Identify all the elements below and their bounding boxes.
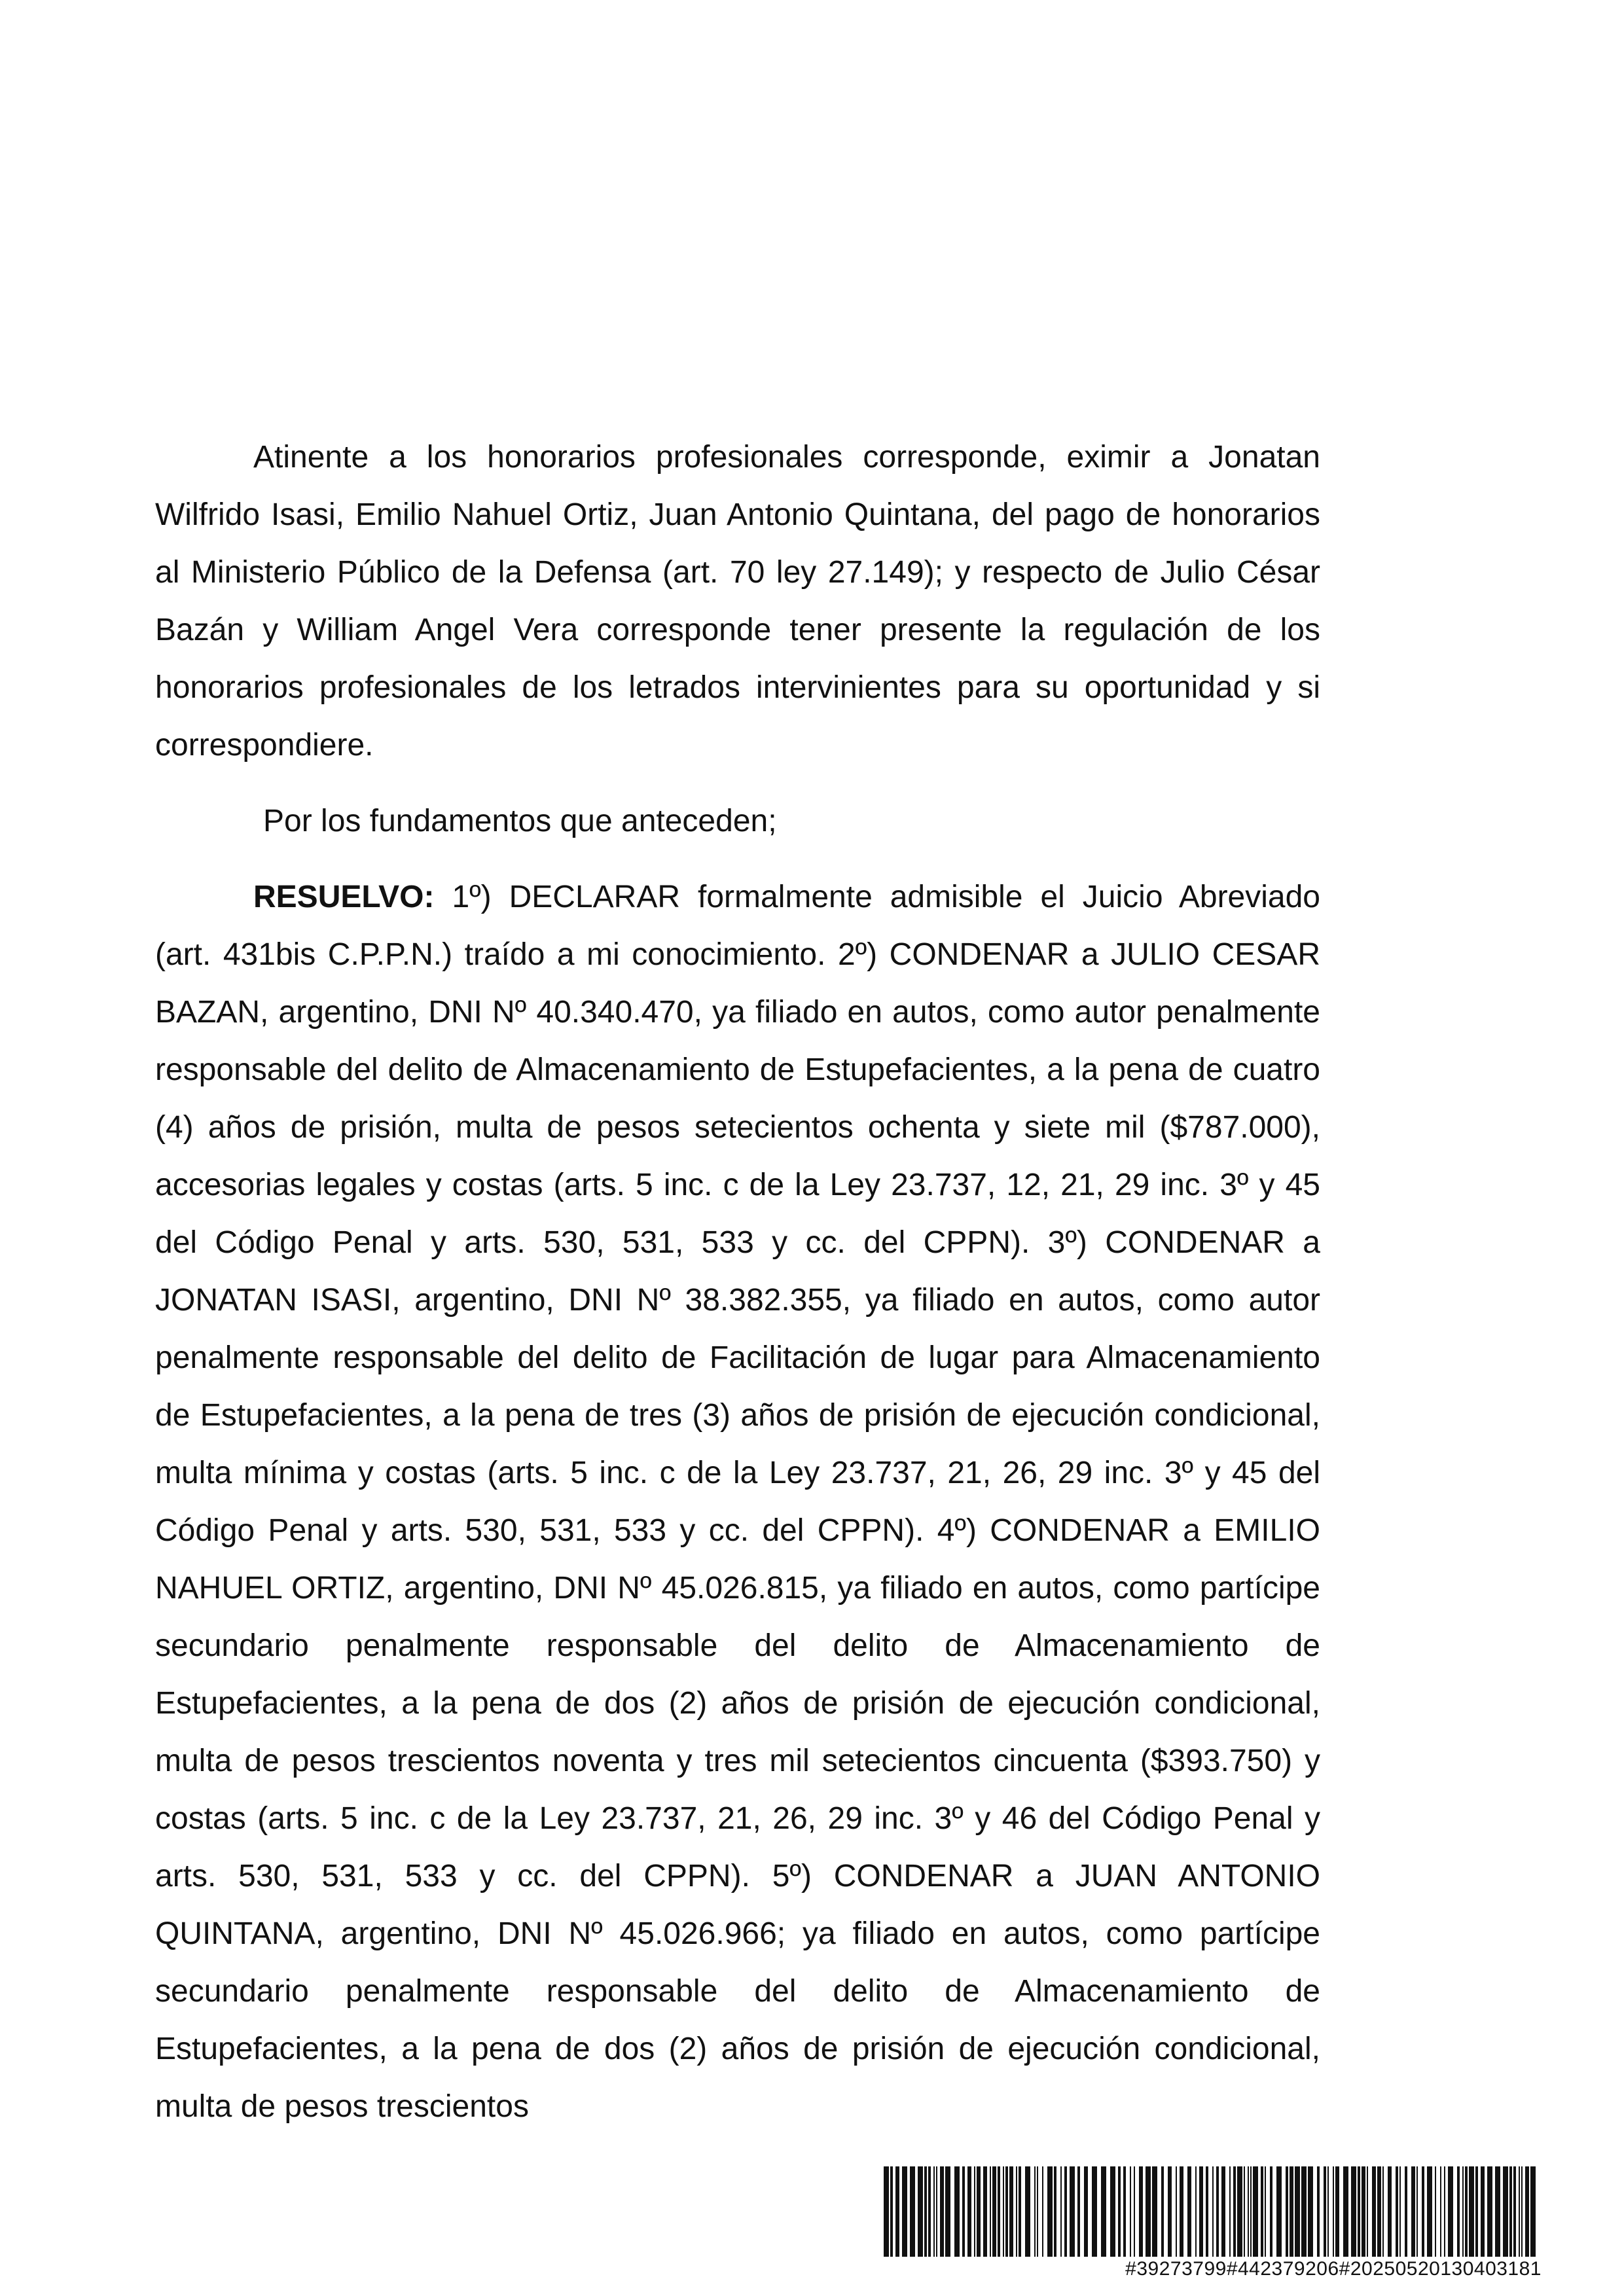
paragraph-grounds: Por los fundamentos que anteceden; [263,804,777,838]
paragraph-resolves [155,869,1320,2136]
document-body [155,429,1320,2136]
barcode-number: #39273799#442379206#20250520130403181 [1125,2258,1542,2280]
resolves-text: 1º) DECLARAR formalmente admisible el Juicio Abreviado (art. 431bis C.P.P.N.) traído a mi conocimiento. 2º) CONDENAR a JULIO CESAR BAZAN, argentino, DNI Nº 40.340.470, ya filiado en autos, como autor penalmente responsable del delito de Almacenamiento de Estupefacientes, a la pena de cuatro (4) años de prisión, multa de pesos setecientos ochenta y siete mil ($787.000), accesorias legales y costas (arts. 5 inc. c de la Ley 23.737, 12, 21, 29 inc. 3º y 45 del Código Penal y arts. 530, 531, 533 y cc. del CPPN). 3º) CONDENAR a JONATAN ISASI, argentino, DNI Nº 38.382.355, ya filiado en autos, como autor penalmente responsable del delito de Facilitación de lugar para Almacenamiento de Estupefacientes, a la pena de tres (3) años de prisión de ejecución condicional, multa mínima y costas (arts. 5 inc. c de la Ley 23.737, 21, 26, 29 inc. 3º y 45 del Código Penal y arts. 530, 531, 533 y cc. del CPPN). 4º) CONDENAR a EMILIO NAHUEL ORTIZ, argentino, DNI Nº 45.026.815, ya filiado en autos, como partícipe secundario penalmente responsable del delito de Almacenamiento de Estupefacientes, a la pena de dos (2) años de prisión de ejecución condicional, multa de pesos trescientos noventa y tres mil setecientos cincuenta ($393.750) y costas (arts. 5 inc. c de la Ley 23.737, 21, 26, 29 inc. 3º y 46 del Código Penal y arts. 530, 531, 533 y cc. del CPPN). 5º) CONDENAR a JUAN ANTONIO QUINTANA, argentino, DNI Nº 45.026.966; ya filiado en autos, como partícipe secundario penalmente responsable del delito de Almacenamiento de Estupefacientes, a la pena de dos (2) años de prisión de ejecución condicional, multa de pesos trescientos [155,880,1320,2124]
barcode-icon [884,2166,1542,2257]
resolves-label: RESUELVO: [253,880,435,914]
document-barcode [884,2166,1542,2280]
paragraph-fees: Atinente a los honorarios profesionales corresponde, eximir a Jonatan Wilfrido Isasi, Emilio Nahuel Ortiz, Juan Antonio Quintana, del pago de honorarios al Ministerio Público de la Defensa (art. 70 ley 27.149); y respecto de Julio César Bazán y William Angel Vera corresponde tener presente la regulación de los honorarios profesionales de los letrados intervinientes para su oportunidad y si correspondiere. [155,440,1320,762]
